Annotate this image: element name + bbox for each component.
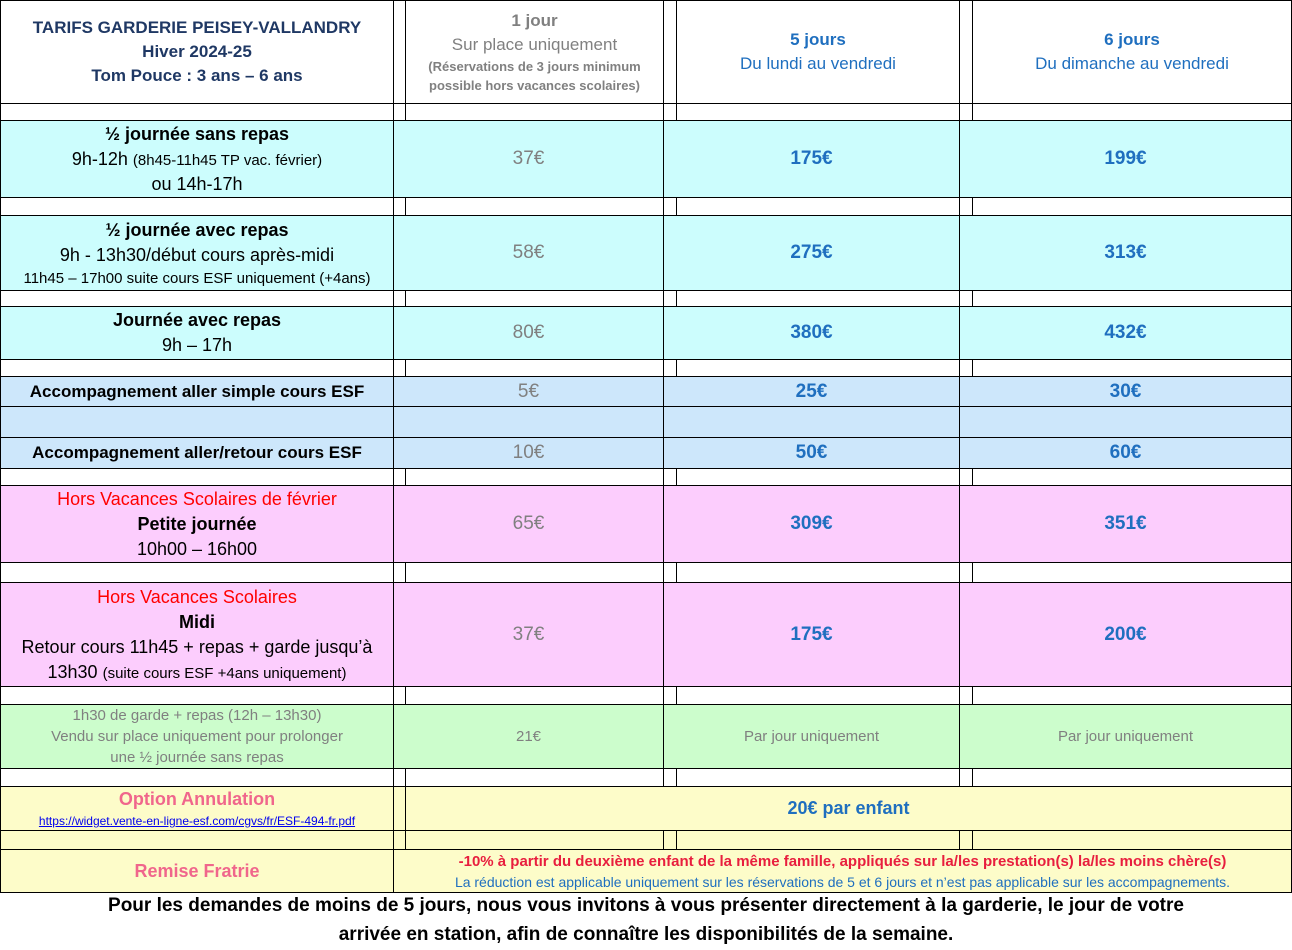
footer-line-1: Pour les demandes de moins de 5 jours, nous vous invitons à vous présenter directement à la garderie, le jour de votre [108,895,1184,916]
price-6days: 199€ [960,121,1292,198]
spacer-row [1,563,1292,583]
col-header-5days [677,1,960,104]
table-row-escort-round-trip [1,438,1292,469]
table-row-escort-one-way [1,377,1292,407]
spacer-row [1,769,1292,787]
spacer-row [1,687,1292,705]
table-row-half-day-meal [1,216,1292,291]
table-row-midday [1,583,1292,687]
age-group-label: Tom Pouce : 3 ans – 6 ans [91,66,303,85]
row-time: 10h00 – 16h00 [136,538,258,559]
row-title: ½ journée avec repas [105,219,289,240]
price-6days: 351€ [960,486,1292,563]
row-time-note: (suite cours ESF +4ans uniquement) [102,664,347,682]
season-label: Hiver 2024-25 [142,42,252,61]
price-1day: 80€ [394,307,664,360]
row-title: Accompagnement aller/retour cours ESF [1,438,394,469]
row-time-end: 13h30 [47,661,98,682]
row-label [1,705,394,769]
table-row-half-day-no-meal [1,121,1292,198]
spacer-cell [664,1,677,104]
footer-note [0,891,1292,950]
row-time: Retour cours 11h45 + repas + garde jusqu’à [21,636,373,657]
row-time: 9h-12h [71,148,128,169]
price-1day: 5€ [394,377,664,407]
table-row-extension [1,705,1292,769]
siblings-discount: -10% à partir du deuxième enfant de la même famille, appliqués sur la/les prestation(s) la/les moins chère(s) [458,852,1227,870]
spacer-row [1,104,1292,121]
col-1day-subtitle: Sur place uniquement [451,35,618,54]
price-6days: 30€ [960,377,1292,407]
row-detail-2: une ½ journée sans repas [110,749,284,766]
row-label [1,216,394,291]
price-1day: 21€ [394,705,664,769]
row-label [1,787,394,831]
price-6days: Par jour uniquement [960,705,1292,769]
spacer-row [1,198,1292,216]
price-5days: 50€ [664,438,960,469]
spacer-cell [960,1,973,104]
table-row-short-day [1,486,1292,563]
price-6days: 313€ [960,216,1292,291]
price-6days: 200€ [960,583,1292,687]
spacer-row [1,291,1292,307]
spacer-cell [394,787,406,831]
price-6days: 432€ [960,307,1292,360]
row-label [1,486,394,563]
row-title: Petite journée [137,513,257,534]
price-5days: 380€ [664,307,960,360]
siblings-conditions: La réduction est applicable uniquement sur les réservations de 5 et 6 jours et n’est pas applicable sur les accompagnements. [454,873,1231,890]
row-condition: Hors Vacances Scolaires de février [57,488,337,509]
row-time-alt: ou 14h-17h [151,173,243,194]
table-row-siblings [1,850,1292,893]
price-1day: 10€ [394,438,664,469]
price-5days: 309€ [664,486,960,563]
price-1day: 37€ [394,121,664,198]
table-title-cell [1,1,394,104]
spacer-row [1,360,1292,377]
row-title: 1h30 de garde + repas (12h – 13h30) [72,707,322,724]
col-5days-title: 5 jours [790,30,846,49]
row-detail-1: Vendu sur place uniquement pour prolonger [51,728,343,745]
footer-line-2: arrivée en station, afin de connaître les disponibilités de la semaine. [338,924,954,945]
cancellation-title: Option Annulation [118,789,276,809]
price-1day: 58€ [394,216,664,291]
price-5days: Par jour uniquement [664,705,960,769]
row-condition: Hors Vacances Scolaires [97,586,297,607]
col-header-1day [406,1,664,104]
col-header-6days [973,1,1292,104]
spacer-cell [394,1,406,104]
price-6days: 60€ [960,438,1292,469]
row-time-note: 11h45 – 17h00 suite cours ESF uniquement (+4ans) [23,269,371,287]
price-5days: 175€ [664,583,960,687]
row-title: Journée avec repas [112,310,282,330]
price-5days: 25€ [664,377,960,407]
spacer-row [1,469,1292,486]
siblings-title: Remise Fratrie [1,850,394,893]
col-1day-note-1: (Réservations de 3 jours minimum [428,59,641,74]
row-label [1,307,394,360]
spacer-row [1,831,1292,850]
price-1day: 37€ [394,583,664,687]
cancellation-price: 20€ par enfant [406,787,1292,831]
row-title: ½ journée sans repas [104,123,290,144]
row-time: 9h - 13h30/début cours après-midi [59,244,335,265]
cancellation-terms-link[interactable]: https://widget.vente-en-ligne-esf.com/cgvs/fr/ESF-494-fr.pdf [38,814,356,828]
row-title: Accompagnement aller simple cours ESF [1,377,394,407]
row-time-note: (8h45-11h45 TP vac. février) [132,151,323,169]
spacer-row [1,407,1292,438]
col-1day-note-2: possible hors vacances scolaires) [429,78,640,93]
table-row-cancellation [1,787,1292,831]
page-title: TARIFS GARDERIE PEISEY-VALLANDRY [32,18,362,37]
price-1day: 65€ [394,486,664,563]
row-label [1,121,394,198]
col-1day-title: 1 jour [511,11,558,30]
table-row-full-day [1,307,1292,360]
col-6days-title: 6 jours [1104,30,1160,49]
col-5days-subtitle: Du lundi au vendredi [740,54,896,73]
price-5days: 175€ [664,121,960,198]
header-row [1,1,1292,104]
row-title: Midi [179,611,215,632]
col-6days-subtitle: Du dimanche au vendredi [1035,54,1229,73]
siblings-detail [394,850,1292,893]
row-time: 9h – 17h [161,335,233,355]
row-label [1,583,394,687]
price-5days: 275€ [664,216,960,291]
